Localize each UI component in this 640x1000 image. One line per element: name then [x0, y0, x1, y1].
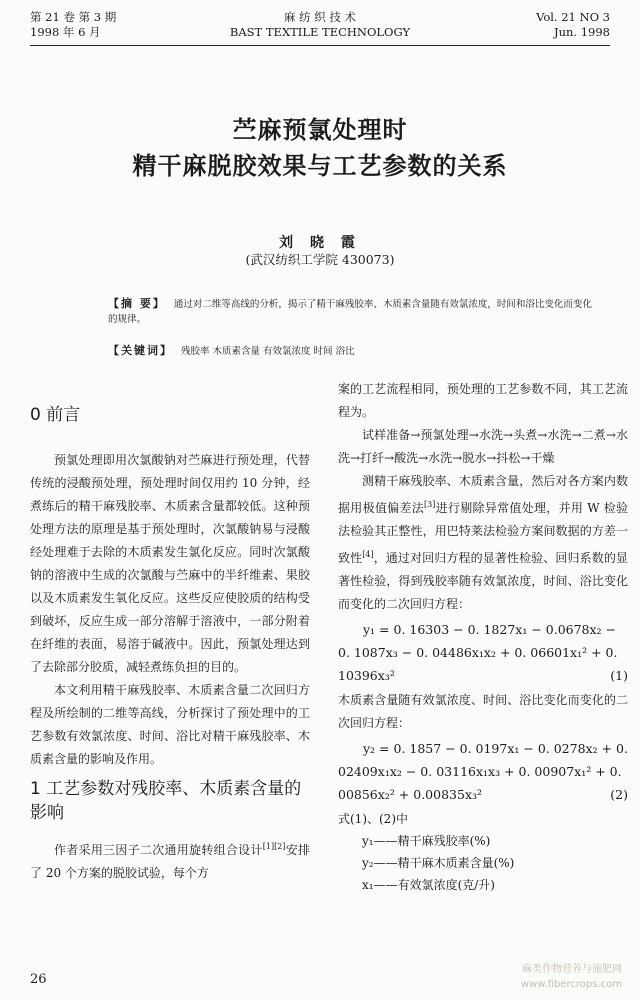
- running-header: [30, 10, 610, 44]
- journal-name: 麻 纺 织 技 术 BAST TEXTILE TECHNOLOGY: [229, 10, 411, 39]
- paper-title-line2: 精干麻脱胶效果与工艺参数的关系: [132, 152, 508, 180]
- process-flow: 试样准备→预氯处理→水洗→头煮→水洗→二煮→水洗→打纤→酸洗→水洗→脱水→抖松→干燥: [338, 428, 628, 465]
- equation-number: (1): [610, 668, 628, 683]
- watermark: 麻类作物营养与施肥网 www.fibercrops.com: [520, 964, 622, 990]
- equation-number: (2): [610, 787, 628, 802]
- section-heading-0: 0 前言: [30, 405, 81, 425]
- keywords: [108, 343, 600, 359]
- author-affiliation: (武汉纺织工学院 430073): [245, 252, 395, 267]
- abstract: [108, 296, 600, 327]
- author-name: 刘 晓 霞: [279, 235, 361, 251]
- paragraph-process: 案的工艺流程相同，预处理的工艺参数不同，其工艺流程为。: [338, 382, 628, 419]
- keywords-label: 【关键词】: [108, 344, 173, 357]
- journal-volume-info: 第 21 卷 第 3 期 1998 年 6 月: [30, 10, 117, 39]
- journal-volume-en: Vol. 21 NO 3 Jun. 1998: [536, 10, 610, 39]
- variable-definitions: 式(1)、(2)中 y₁——精干麻残胶率(%) y₂——精干麻木质素含量(%) x₁——有效氯浓度(克/升): [338, 812, 515, 892]
- keywords-text: 残胶率 木质素含量 有效氯浓度 时间 浴比: [181, 346, 355, 357]
- paragraph-method: 测精干麻残胶率、木质素含量，然后对各方案内数据用极值偏差法[3]进行剔除异常值处理，并用 W 检验法检验其正整性，用巴特莱法检验方案间数据的方差一致性[4]，通过对回归方程的显著性检验、回归系数的显著性检验，得到残胶率随有效氯浓度，时间、浴比变化而变化的二次回归方程：: [338, 474, 628, 611]
- citation-ref: [3]: [424, 500, 436, 509]
- abstract-text: 通过对二维等高线的分析，揭示了精干麻残胶率、木质素含量随有效氯浓度，时间和浴比变化而变化的规律。: [108, 299, 592, 325]
- paragraph-section1: 作者采用三因子二次通用旋转组合设计[1][2]安排了 20 个方案的脱胶试验，每个方: [30, 842, 310, 880]
- right-column: [338, 378, 628, 896]
- citation-ref: [4]: [362, 550, 374, 559]
- header-rule: [30, 45, 610, 46]
- page-number: 26: [30, 972, 47, 987]
- abstract-label: 【摘 要】: [108, 297, 166, 310]
- section-heading-1: 1 工艺参数对残胶率、木质素含量的影响: [30, 779, 302, 823]
- equation-2: y₂ = 0. 1857 − 0. 0197x₁ − 0. 0278x₂ + 0. 02409x₁x₂ − 0. 03116x₁x₃ + 0. 00907x₁² + 0. 00856x₂² + 0.00835x₃² (2): [338, 737, 628, 806]
- left-column: [30, 395, 310, 885]
- paragraph-lignin: 木质素含量随有效氯浓度、时间、浴比变化而变化的二次回归方程：: [338, 693, 628, 730]
- paper-title-line1: 苎麻预氯处理时: [232, 116, 408, 144]
- equation-1: y₁ = 0. 16303 − 0. 1827x₁ − 0.0678x₂ − 0. 1087x₃ − 0. 04486x₁x₂ + 0. 06601x₁² + 0. 10396x₃² (1): [338, 618, 628, 687]
- paragraph-intro-2: 本文利用精干麻残胶率、木质素含量二次回归方程及所绘制的二维等高线，分析探讨了预处理中的工艺参数有效氯浓度、时间、浴比对精干麻残胶率、木质素含量的影响及作用。: [30, 683, 310, 766]
- citation-ref: [1][2]: [262, 842, 286, 851]
- paragraph-intro-1: 预氯处理即用次氯酸钠对苎麻进行预处理，代替传统的浸酸预处理，预处理时间仅用约 10 分钟，经煮练后的精干麻残胶率、木质素含量都较低。这种预处理方法的原理是基于预处理时，次氯酸钠易与浸酸经处理难于去除的木质素发生氯化反应。同时次氯酸钠的溶液中生成的次氯酸与苎麻中的半纤维素、果胶以及木质素发生氧化反应。这些反应使胶质的结构受到破坏，反应生成一部分溶解于溶液中，一部分附着在纤维的表面，易溶于碱液中。因此，预氯处理达到了去除部分胶质，减轻煮练负担的目的。: [30, 453, 310, 674]
